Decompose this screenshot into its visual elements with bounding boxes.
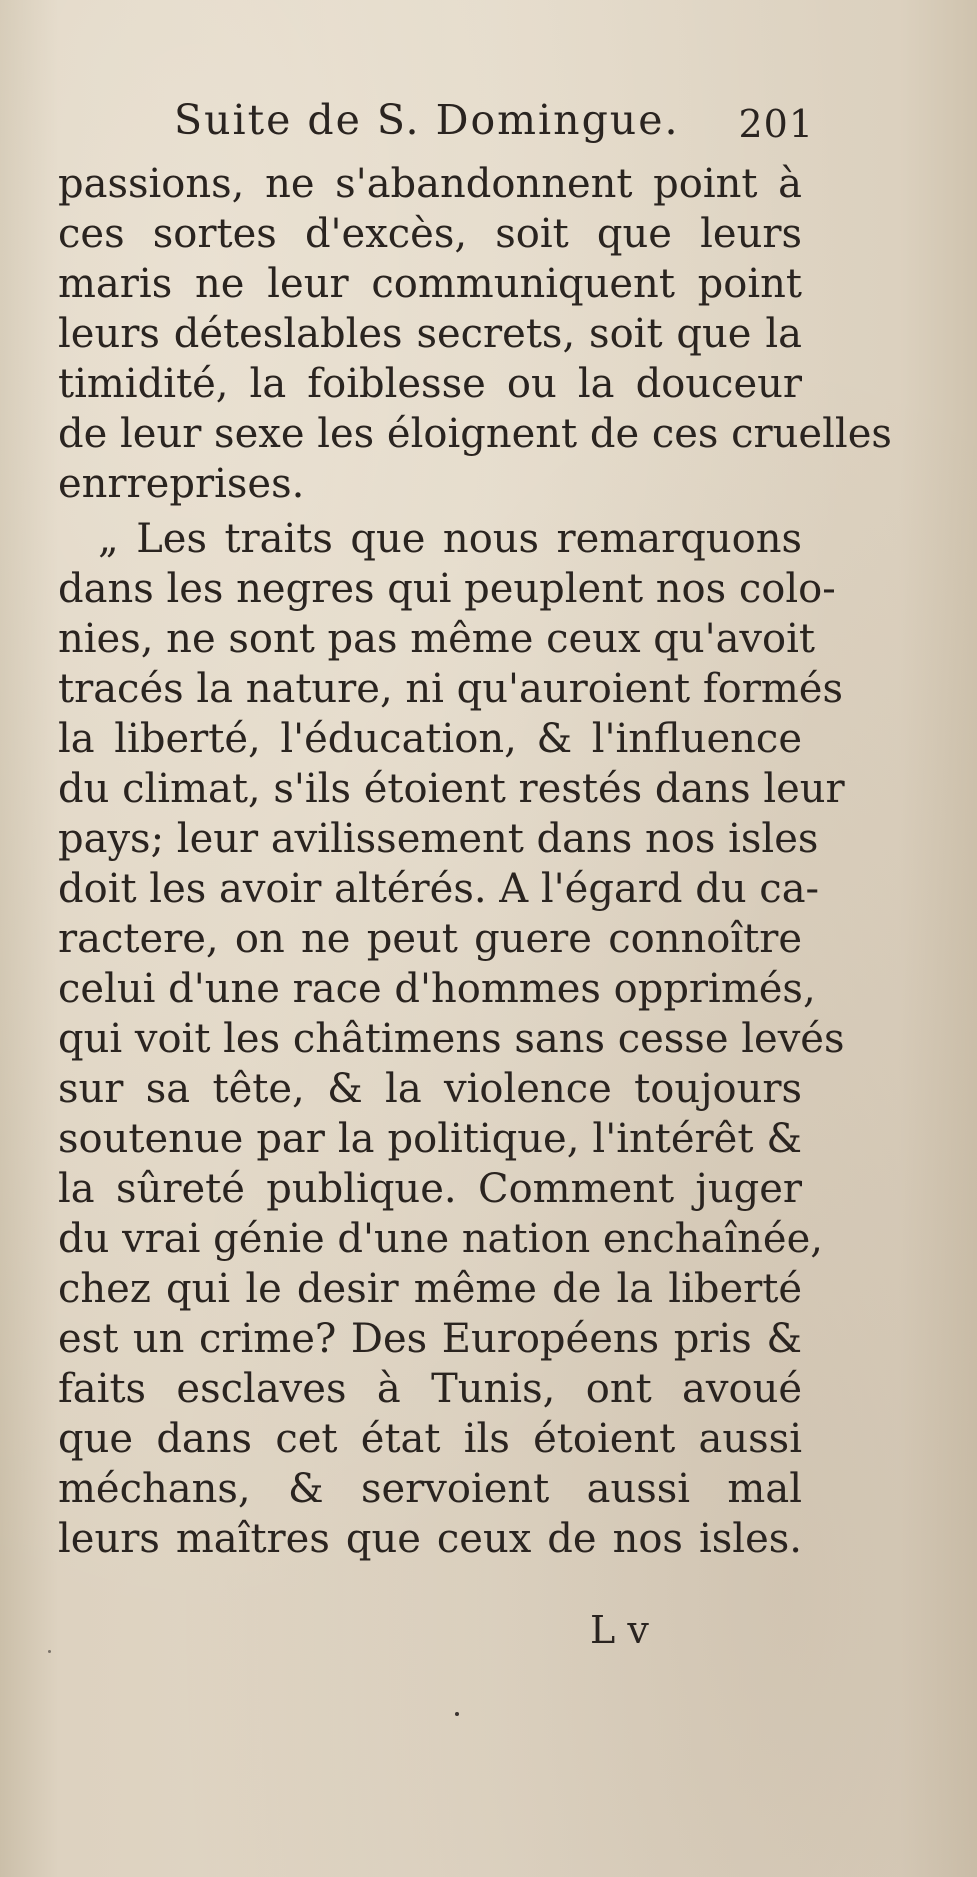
text-line: ractere, on ne peut guere connoître bbox=[58, 916, 802, 962]
ink-speck bbox=[48, 1650, 51, 1653]
text-line: de leur sexe les éloignent de ces cruelles bbox=[58, 411, 892, 457]
running-head: Suite de S. Domingue. bbox=[174, 96, 680, 144]
text-line: est un crime? Des Européens pris & bbox=[58, 1316, 802, 1362]
text-line: passions, ne s'abandonnent point à bbox=[58, 161, 802, 207]
text-line: chez qui le desir même de la liberté bbox=[58, 1266, 802, 1312]
text-line: pays; leur avilissement dans nos isles bbox=[58, 816, 819, 862]
text-line: la sûreté publique. Comment juger bbox=[58, 1166, 802, 1212]
text-line: „ Les traits que nous remarquons bbox=[98, 516, 802, 562]
text-line: leurs déteslables secrets, soit que la bbox=[58, 311, 802, 357]
page-number: 201 bbox=[738, 102, 814, 146]
page-header bbox=[174, 96, 814, 152]
text-line: tracés la nature, ni qu'auroient formés bbox=[58, 666, 843, 712]
text-line: celui d'une race d'hommes opprimés, bbox=[58, 966, 816, 1012]
text-line: soutenue par la politique, l'intérêt & bbox=[58, 1116, 802, 1162]
text-line: qui voit les châtimens sans cesse levés bbox=[58, 1016, 845, 1062]
text-line: sur sa tête, & la violence toujours bbox=[58, 1066, 802, 1112]
text-line: dans les negres qui peuplent nos colo- bbox=[58, 566, 836, 612]
text-line: du vrai génie d'une nation enchaînée, bbox=[58, 1216, 823, 1262]
text-line: timidité, la foiblesse ou la douceur bbox=[58, 361, 802, 407]
text-line: du climat, s'ils étoient restés dans leur bbox=[58, 766, 845, 812]
ink-speck bbox=[455, 1712, 459, 1716]
text-line: enrreprises. bbox=[58, 461, 305, 507]
text-line: que dans cet état ils étoient aussi bbox=[58, 1416, 802, 1462]
text-line: ces sortes d'excès, soit que leurs bbox=[58, 211, 802, 257]
text-line: méchans, & servoient aussi mal bbox=[58, 1466, 802, 1512]
text-line: nies, ne sont pas même ceux qu'avoit bbox=[58, 616, 815, 662]
text-line: faits esclaves à Tunis, ont avoué bbox=[58, 1366, 802, 1412]
text-line: doit les avoir altérés. A l'égard du ca- bbox=[58, 866, 820, 912]
text-line: la liberté, l'éducation, & l'influence bbox=[58, 716, 802, 762]
text-line: leurs maîtres que ceux de nos isles. bbox=[58, 1516, 802, 1562]
signature-mark: L v bbox=[590, 1608, 649, 1652]
text-line: maris ne leur communiquent point bbox=[58, 261, 802, 307]
